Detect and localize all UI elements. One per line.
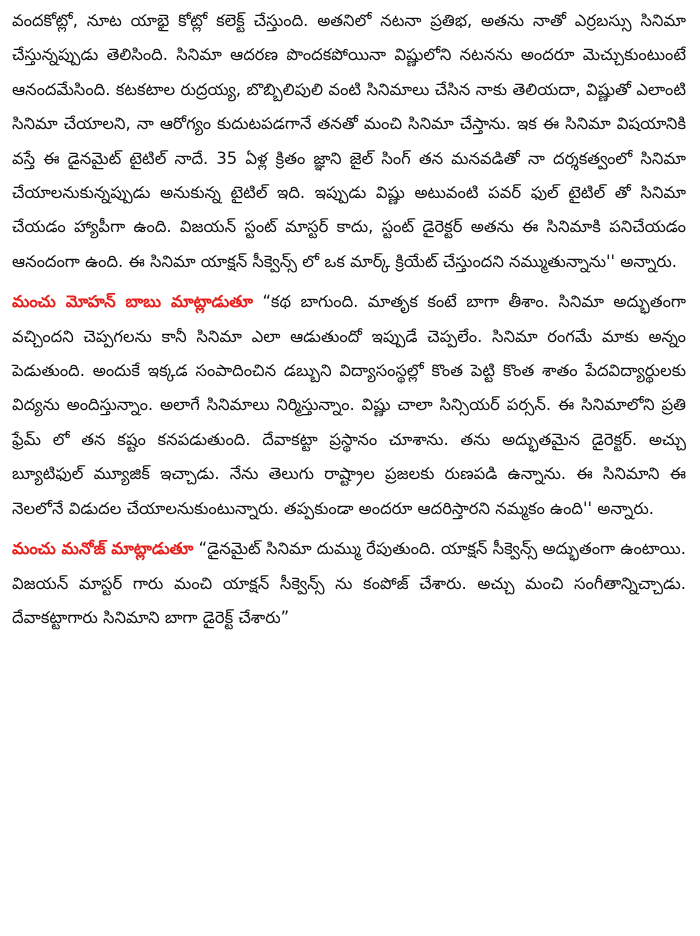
article-paragraph: [12, 4, 686, 279]
paragraph-text: వందకోట్లో, నూట యాభై కోట్లో కలెక్ట్ చేస్తుంది. అతనిలో నటనా ప్రతిభ, అతను నాతో ఎర్రబస్సు సినిమా చేస్తున్నప్పుడు తెలిసింది. సినిమా ఆదరణ పొందకపోయినా విష్ణులోని నటనను అందరూ మెచ్చుకుంటుంటే ఆనందమేసింది. కటకటాల రుద్రయ్య, బొబ్బిలిపులి వంటి సినిమాలు చేసిన నాకు తెలియదా, విష్ణుతో ఎలాంటి సినిమా చేయాలని, నా ఆరోగ్యం కుదుటపడగానే తనతో మంచి సినిమా చేస్తాను. ఇక ఈ సినిమా విషయానికి వస్తే ఈ డైనమైట్ టైటిల్ నాదే. 35 ఏళ్ల క్రితం జ్ఞాని జైల్ సింగ్ తన మనవడితో నా దర్శకత్వంలో సినిమా చేయాలనుకున్నప్పుడు అనుకున్న టైటిల్ ఇది. ఇప్పుడు విష్ణు అటువంటి పవర్ ఫుల్ టైటిల్ తో సినిమా చేయడం హ్యాపీగా ఉంది. విజయన్ స్టంట్ మాస్టర్ కాదు, స్టంట్ డైరెక్టర్ అతను ఈ సినిమాకి పనిచేయడం ఆనందంగా ఉంది. ఈ సినిమా యాక్షన్ సీక్వెన్స్ లో ఒక మార్క్ క్రియేట్ చేస్తుందని నమ్ముతున్నాను'' అన్నారు.: [12, 11, 686, 271]
paragraph-text: “డైనమైట్ సినిమా దుమ్ము రేపుతుంది. యాక్షన్ సీక్వెన్స్ అద్భుతంగా ఉంటాయి. విజయన్ మాస్టర్ గారు మంచి యాక్షన్ సీక్వెన్స్ ను కంపోజ్ చేశారు. అచ్చు మంచి సంగీతాన్నిచ్చాడు. దేవాకట్టాగారు సినిమాని బాగా డైరెక్ట్ చేశారు”: [12, 539, 686, 627]
speaker-label: మంచు మోహన్ బాబు మాట్లాడుతూ: [12, 292, 254, 312]
article-paragraph: [12, 285, 686, 526]
article-paragraph: [12, 532, 686, 635]
speaker-label: మంచు మనోజ్ మాట్లాడుతూ: [12, 539, 194, 559]
paragraph-text: “కథ బాగుంది. మాతృక కంటే బాగా తీశాం. సినిమా అద్భుతంగా వచ్చిందని చెప్పగలను కానీ సినిమా ఎలా ఆడుతుందో ఇప్పుడే చెప్పలేం. సినిమా రంగమే మాకు అన్నం పెడుతుంది. అందుకే ఇక్కడ సంపాదించిన డబ్బుని విద్యాసంస్థల్లో కొంత పెట్టి కొంత శాతం పేదవిద్యార్థులకు విద్యను అందిస్తున్నాం. అలాగే సినిమాలు నిర్మిస్తున్నాం. విష్ణు చాలా సిన్సియర్ పర్సన్. ఈ సినిమాలోని ప్రతి ఫ్రేమ్ లో తన కష్టం కనపడుతుంది. దేవాకట్టా ప్రస్థానం చూశాను. తను అద్భుతమైన డైరెక్టర్. అచ్చు బ్యూటిఫుల్ మ్యూజిక్ ఇచ్చాడు. నేను తెలుగు రాష్ట్రాల ప్రజలకు రుణపడి ఉన్నాను. ఈ సినిమాని ఈ నెలలోనే విడుదల చేయాలనుకుంటున్నారు. తప్పకుండా అందరూ ఆదరిస్తారని నమ్మకం ఉంది'' అన్నారు.: [12, 292, 686, 518]
